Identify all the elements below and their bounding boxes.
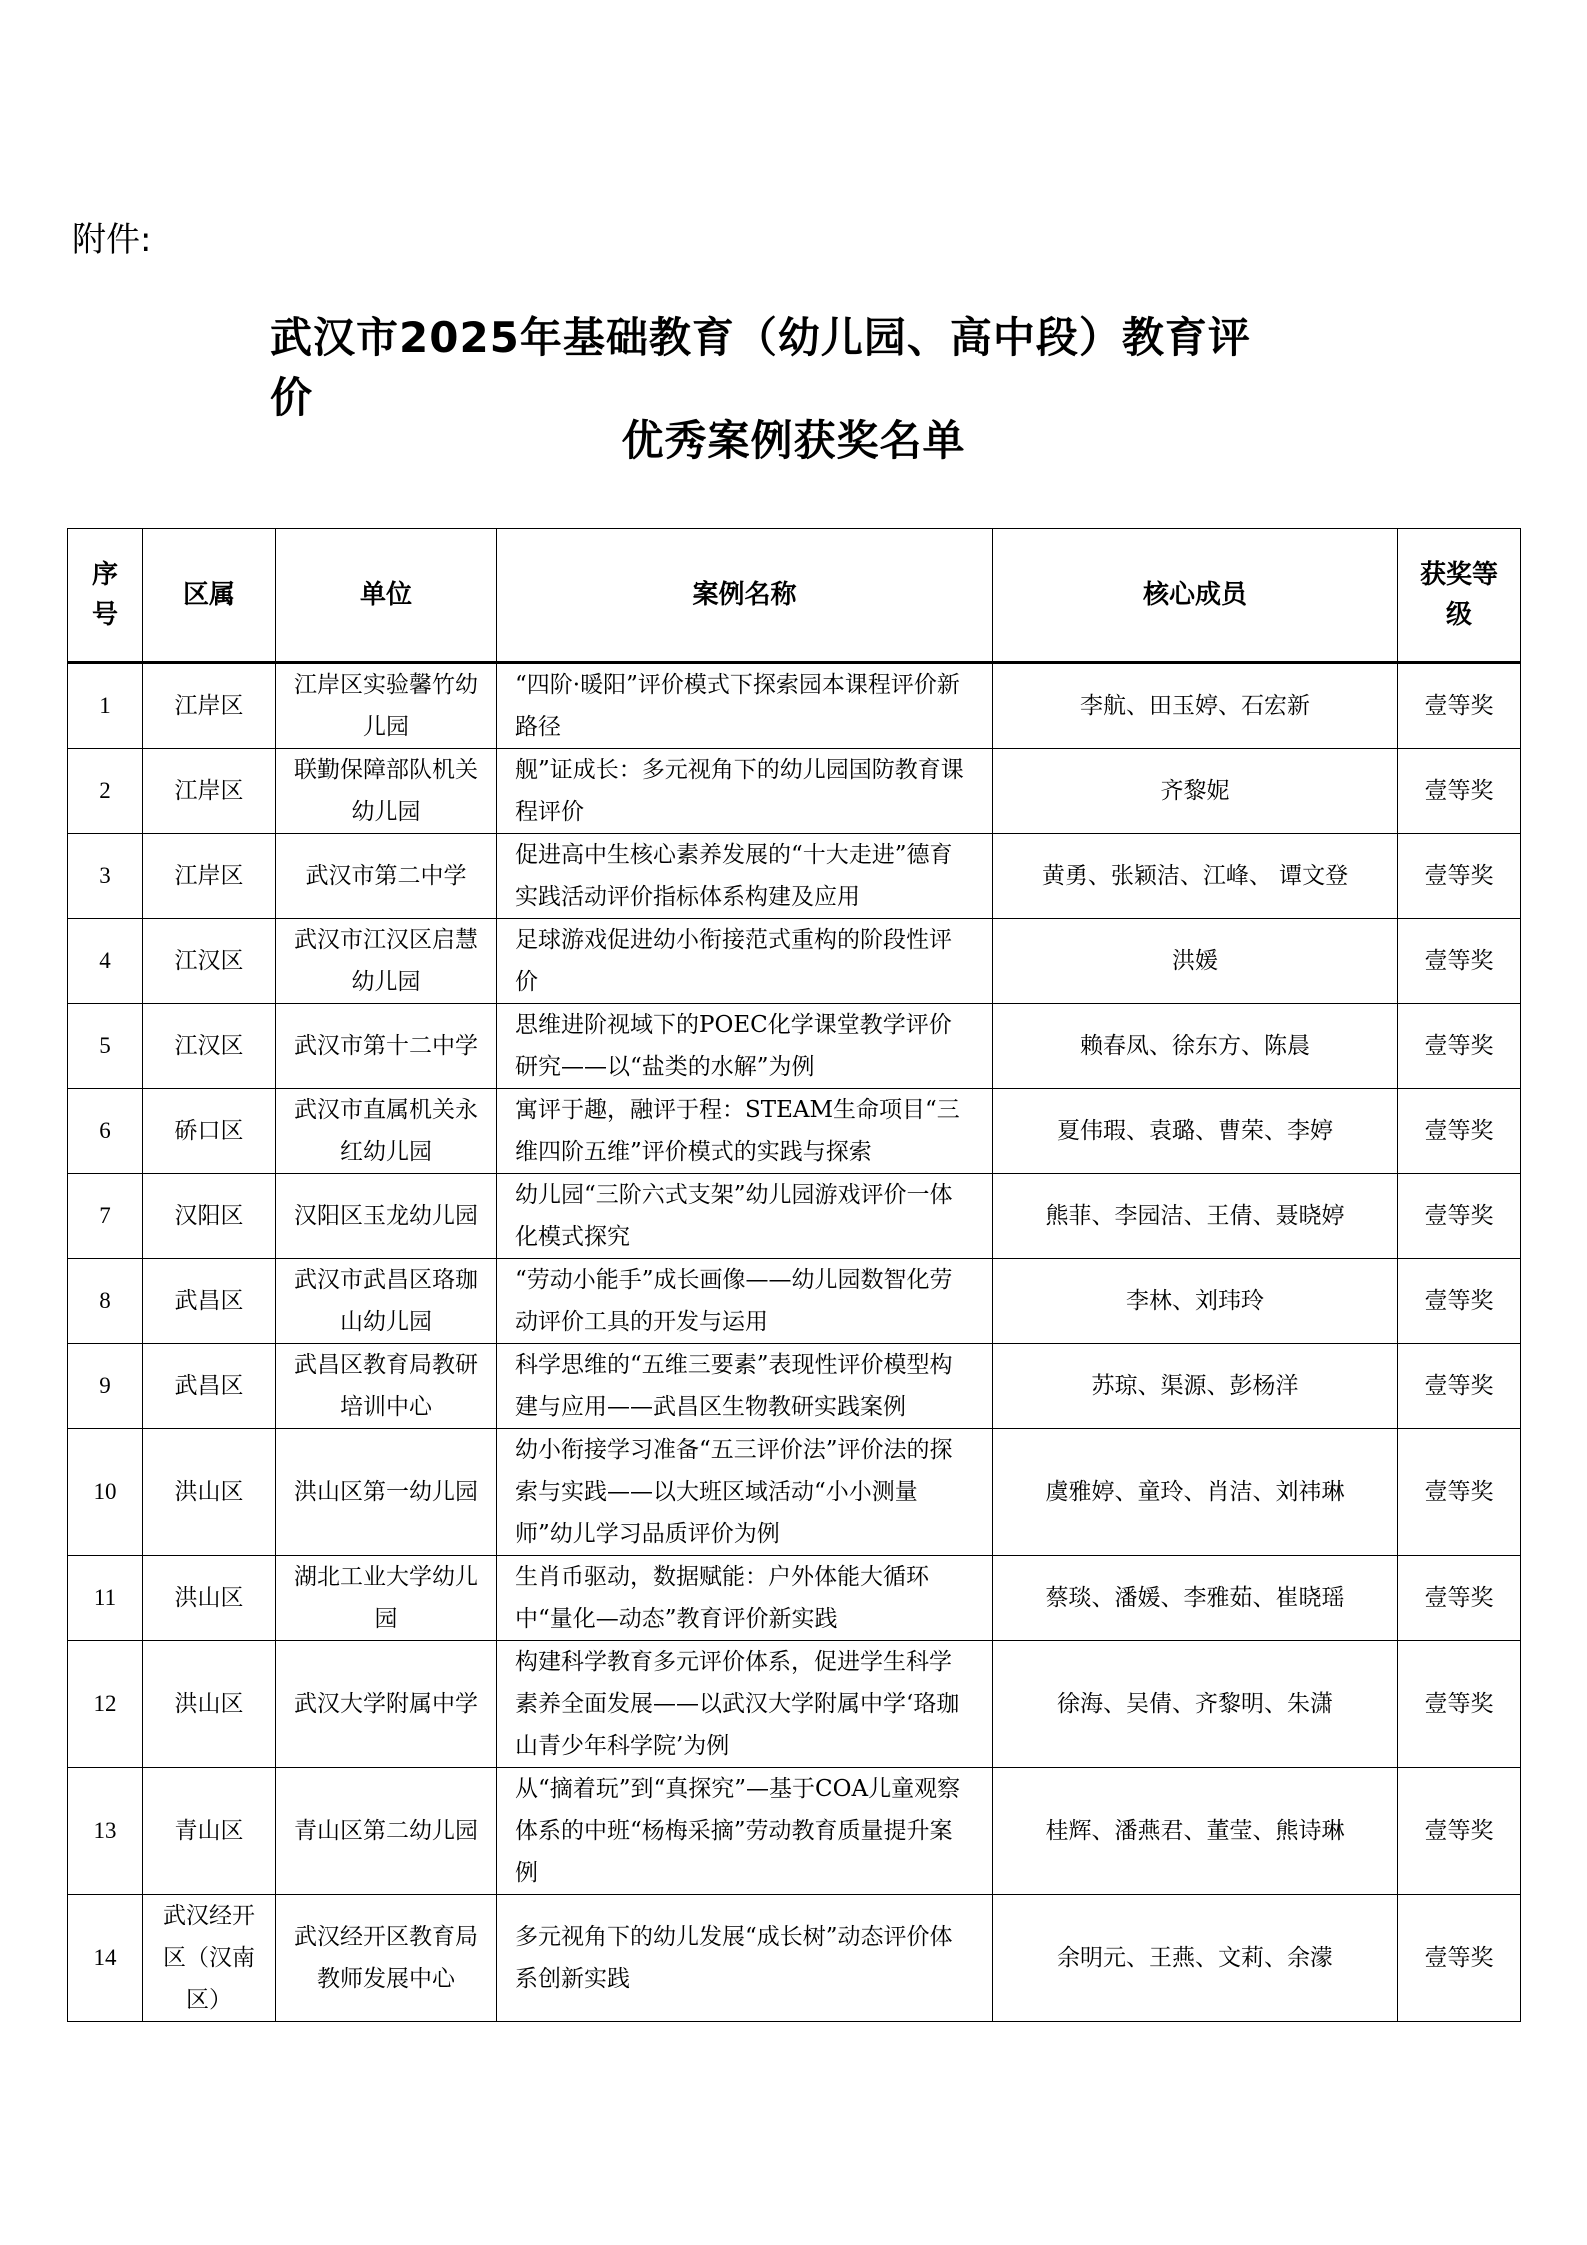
table-row — [68, 1174, 1521, 1259]
cell-award: 壹等奖 — [1398, 1429, 1521, 1556]
cell-district: 青山区 — [143, 1768, 276, 1895]
cell-members: 李航、田玉婷、石宏新 — [993, 663, 1398, 749]
cell-award: 壹等奖 — [1398, 1895, 1521, 2022]
cell-members: 夏伟瑕、袁璐、曹荣、李婷 — [993, 1089, 1398, 1174]
cell-members: 赖春凤、徐东方、陈晨 — [993, 1004, 1398, 1089]
table-row — [68, 1004, 1521, 1089]
cell-seq: 3 — [68, 834, 143, 919]
cell-unit: 武汉大学附属中学 — [276, 1641, 497, 1768]
table-row — [68, 834, 1521, 919]
cell-case: 幼小衔接学习准备“五三评价法”评价法的探索与实践——以大班区域活动“小小测量师”幼儿学习品质评价为例 — [497, 1429, 993, 1556]
cell-unit: 湖北工业大学幼儿园 — [276, 1556, 497, 1641]
cell-award: 壹等奖 — [1398, 749, 1521, 834]
cell-case: 足球游戏促进幼小衔接范式重构的阶段性评价 — [497, 919, 993, 1004]
table-row — [68, 1768, 1521, 1895]
table-row — [68, 1641, 1521, 1768]
cell-seq: 4 — [68, 919, 143, 1004]
header-district: 区属 — [143, 529, 276, 663]
cell-seq: 9 — [68, 1344, 143, 1429]
cell-award: 壹等奖 — [1398, 663, 1521, 749]
cell-case: 寓评于趣，融评于程：STEAM生命项目“三维四阶五维”评价模式的实践与探索 — [497, 1089, 993, 1174]
table-row — [68, 1344, 1521, 1429]
cell-district: 洪山区 — [143, 1641, 276, 1768]
cell-award: 壹等奖 — [1398, 1556, 1521, 1641]
attachment-label: 附件: — [72, 220, 152, 260]
cell-district: 硚口区 — [143, 1089, 276, 1174]
cell-case: 思维进阶视域下的POEC化学课堂教学评价研究——以“盐类的水解”为例 — [497, 1004, 993, 1089]
cell-case: 生肖币驱动，数据赋能：户外体能大循环中“量化—动态”教育评价新实践 — [497, 1556, 993, 1641]
cell-seq: 11 — [68, 1556, 143, 1641]
table-row — [68, 1556, 1521, 1641]
cell-case: “劳动小能手”成长画像——幼儿园数智化劳动评价工具的开发与运用 — [497, 1259, 993, 1344]
cell-members: 洪媛 — [993, 919, 1398, 1004]
cell-members: 李林、刘玮玲 — [993, 1259, 1398, 1344]
cell-award: 壹等奖 — [1398, 1174, 1521, 1259]
page-title-line1: 武汉市2025年基础教育（幼儿园、高中段）教育评价 — [270, 313, 1251, 422]
table-body — [68, 663, 1521, 2022]
header-seq: 序号 — [68, 529, 143, 663]
cell-seq: 14 — [68, 1895, 143, 2022]
cell-district: 江汉区 — [143, 919, 276, 1004]
cell-unit: 联勤保障部队机关幼儿园 — [276, 749, 497, 834]
cell-award: 壹等奖 — [1398, 1641, 1521, 1768]
header-unit: 单位 — [276, 529, 497, 663]
cell-unit: 武昌区教育局教研培训中心 — [276, 1344, 497, 1429]
cell-members: 苏琼、渠源、彭杨洋 — [993, 1344, 1398, 1429]
cell-district: 江岸区 — [143, 663, 276, 749]
header-members: 核心成员 — [993, 529, 1398, 663]
cell-members: 齐黎妮 — [993, 749, 1398, 834]
header-case: 案例名称 — [497, 529, 993, 663]
cell-district: 武昌区 — [143, 1344, 276, 1429]
cell-unit: 武汉市江汉区启慧幼儿园 — [276, 919, 497, 1004]
cell-members: 余明元、王燕、文莉、余濛 — [993, 1895, 1398, 2022]
awards-table — [67, 528, 1521, 2022]
cell-unit: 武汉市直属机关永红幼儿园 — [276, 1089, 497, 1174]
cell-seq: 6 — [68, 1089, 143, 1174]
cell-seq: 2 — [68, 749, 143, 834]
cell-award: 壹等奖 — [1398, 919, 1521, 1004]
cell-members: 黄勇、张颖洁、江峰、 谭文登 — [993, 834, 1398, 919]
table-row — [68, 749, 1521, 834]
cell-members: 熊菲、李园洁、王倩、聂晓婷 — [993, 1174, 1398, 1259]
cell-award: 壹等奖 — [1398, 1004, 1521, 1089]
table-row — [68, 1895, 1521, 2022]
cell-award: 壹等奖 — [1398, 1344, 1521, 1429]
cell-award: 壹等奖 — [1398, 1259, 1521, 1344]
cell-unit: 汉阳区玉龙幼儿园 — [276, 1174, 497, 1259]
cell-district: 江岸区 — [143, 834, 276, 919]
cell-unit: 武汉经开区教育局教师发展中心 — [276, 1895, 497, 2022]
cell-case: 构建科学教育多元评价体系，促进学生科学素养全面发展——以武汉大学附属中学‘珞珈山青少年科学院’为例 — [497, 1641, 993, 1768]
cell-case: 科学思维的“五维三要素”表现性评价模型构建与应用——武昌区生物教研实践案例 — [497, 1344, 993, 1429]
cell-members: 蔡琰、潘媛、李雅茹、崔晓瑶 — [993, 1556, 1398, 1641]
cell-unit: 武汉市第二中学 — [276, 834, 497, 919]
cell-unit: 青山区第二幼儿园 — [276, 1768, 497, 1895]
cell-case: “四阶·暖阳”评价模式下探索园本课程评价新路径 — [497, 663, 993, 749]
cell-seq: 13 — [68, 1768, 143, 1895]
cell-seq: 10 — [68, 1429, 143, 1556]
cell-case: 舰”证成长：多元视角下的幼儿园国防教育课程评价 — [497, 749, 993, 834]
cell-unit: 江岸区实验馨竹幼儿园 — [276, 663, 497, 749]
cell-district: 武汉经开区（汉南区） — [143, 1895, 276, 2022]
table-header-row — [68, 529, 1521, 663]
cell-members: 徐海、吴倩、齐黎明、朱潇 — [993, 1641, 1398, 1768]
cell-case: 多元视角下的幼儿发展“成长树”动态评价体系创新实践 — [497, 1895, 993, 2022]
cell-unit: 武汉市第十二中学 — [276, 1004, 497, 1089]
cell-unit: 武汉市武昌区珞珈山幼儿园 — [276, 1259, 497, 1344]
cell-members: 虞雅婷、童玲、肖洁、刘祎琳 — [993, 1429, 1398, 1556]
cell-award: 壹等奖 — [1398, 1089, 1521, 1174]
table-row — [68, 1089, 1521, 1174]
cell-district: 洪山区 — [143, 1556, 276, 1641]
cell-unit: 洪山区第一幼儿园 — [276, 1429, 497, 1556]
cell-district: 武昌区 — [143, 1259, 276, 1344]
cell-award: 壹等奖 — [1398, 834, 1521, 919]
table-row — [68, 663, 1521, 749]
cell-seq: 1 — [68, 663, 143, 749]
cell-district: 江岸区 — [143, 749, 276, 834]
table-row — [68, 1259, 1521, 1344]
header-award: 获奖等级 — [1398, 529, 1521, 663]
cell-district: 江汉区 — [143, 1004, 276, 1089]
cell-district: 洪山区 — [143, 1429, 276, 1556]
table-row — [68, 1429, 1521, 1556]
cell-seq: 12 — [68, 1641, 143, 1768]
cell-seq: 7 — [68, 1174, 143, 1259]
cell-case: 幼儿园“三阶六式支架”幼儿园游戏评价一体化模式探究 — [497, 1174, 993, 1259]
table-row — [68, 919, 1521, 1004]
cell-award: 壹等奖 — [1398, 1768, 1521, 1895]
cell-case: 从“摘着玩”到“真探究”—基于COA儿童观察体系的中班“杨梅采摘”劳动教育质量提升案例 — [497, 1768, 993, 1895]
cell-members: 桂辉、潘燕君、董莹、熊诗琳 — [993, 1768, 1398, 1895]
cell-district: 汉阳区 — [143, 1174, 276, 1259]
cell-case: 促进高中生核心素养发展的“十大走进”德育实践活动评价指标体系构建及应用 — [497, 834, 993, 919]
cell-seq: 8 — [68, 1259, 143, 1344]
cell-seq: 5 — [68, 1004, 143, 1089]
page-title-line2: 优秀案例获奖名单 — [621, 416, 966, 465]
